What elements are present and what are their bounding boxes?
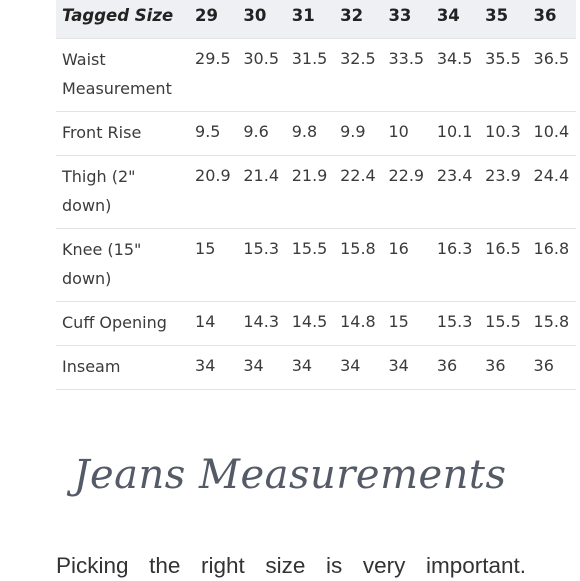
header-size: 35 [485, 6, 509, 25]
table-cell: 36 [485, 356, 506, 375]
row-label: Cuff Opening [62, 313, 167, 332]
table-row-knee [56, 229, 576, 302]
table-cell: 10 [388, 122, 409, 141]
table-cell: 21.4 [243, 166, 279, 185]
row-label: Waist Measurement [62, 50, 172, 98]
table-cell: 22.4 [340, 166, 376, 185]
table-cell: 24.4 [533, 166, 570, 185]
table-row-front-rise [56, 112, 576, 156]
row-label: Thigh (2" down) [62, 167, 136, 215]
table-cell: 34 [195, 356, 216, 375]
table-cell: 10.3 [485, 122, 521, 141]
table-cell: 30.5 [243, 49, 279, 68]
table-cell: 9.6 [243, 122, 269, 141]
header-size: 30 [243, 6, 267, 25]
header-size: 36 [533, 6, 557, 25]
size-chart-container [56, 0, 570, 382]
table-cell: 15.5 [485, 312, 521, 331]
table-cell: 15.3 [243, 239, 279, 258]
header-size: 31 [291, 6, 315, 25]
table-cell: 36 [436, 356, 458, 375]
table-cell: 34 [388, 356, 409, 375]
table-cell: 31.5 [291, 49, 328, 68]
size-chart-header-row [56, 0, 576, 39]
table-cell: 14.5 [291, 312, 328, 331]
size-chart-table [56, 0, 576, 390]
table-cell: 16 [388, 239, 409, 258]
table-cell: 34.5 [436, 49, 473, 68]
table-cell: 34 [291, 356, 313, 375]
table-cell: 35.5 [485, 49, 521, 68]
table-cell: 21.9 [291, 166, 328, 185]
table-cell: 34 [243, 356, 264, 375]
table-row-inseam [56, 346, 576, 390]
table-cell: 16.3 [436, 239, 473, 258]
table-cell: 9.5 [195, 122, 221, 141]
table-cell: 36.5 [533, 49, 570, 68]
row-label: Knee (15" down) [62, 240, 142, 288]
table-cell: 14.8 [340, 312, 376, 331]
row-label: Inseam [62, 357, 121, 376]
table-cell: 20.9 [195, 166, 231, 185]
table-cell: 22.9 [388, 166, 425, 185]
table-row-waist [56, 39, 576, 112]
table-row-thigh [56, 156, 576, 229]
table-cell: 14.3 [243, 312, 279, 331]
table-row-cuff-opening [56, 302, 576, 346]
table-cell: 16.5 [485, 239, 521, 258]
table-cell: 10.4 [533, 122, 570, 141]
table-cell: 15 [388, 312, 409, 331]
table-cell: 29.5 [195, 49, 231, 68]
table-cell: 33.5 [388, 49, 425, 68]
table-cell: 23.9 [485, 166, 521, 185]
intro-paragraph: Picking the right size is very important. [56, 553, 526, 578]
table-cell: 15.8 [533, 312, 570, 331]
table-cell: 36 [533, 356, 554, 375]
header-size: 34 [436, 6, 460, 25]
section-title: Jeans Measurements [73, 452, 507, 498]
table-cell: 16.8 [533, 239, 570, 258]
table-cell: 14 [195, 312, 216, 331]
table-cell: 9.9 [340, 122, 366, 141]
table-cell: 10.1 [436, 122, 473, 141]
table-cell: 15 [195, 239, 216, 258]
table-cell: 9.8 [291, 122, 318, 141]
table-cell: 15.3 [436, 312, 473, 331]
header-size: 29 [195, 6, 218, 25]
table-cell: 34 [340, 356, 361, 375]
table-cell: 15.8 [340, 239, 376, 258]
header-tagged-size: Tagged Size [62, 6, 174, 25]
table-cell: 15.5 [291, 239, 328, 258]
header-size: 32 [340, 6, 364, 25]
header-size: 33 [388, 6, 412, 25]
row-label: Front Rise [62, 123, 142, 142]
table-cell: 23.4 [436, 166, 473, 185]
table-cell: 32.5 [340, 49, 376, 68]
